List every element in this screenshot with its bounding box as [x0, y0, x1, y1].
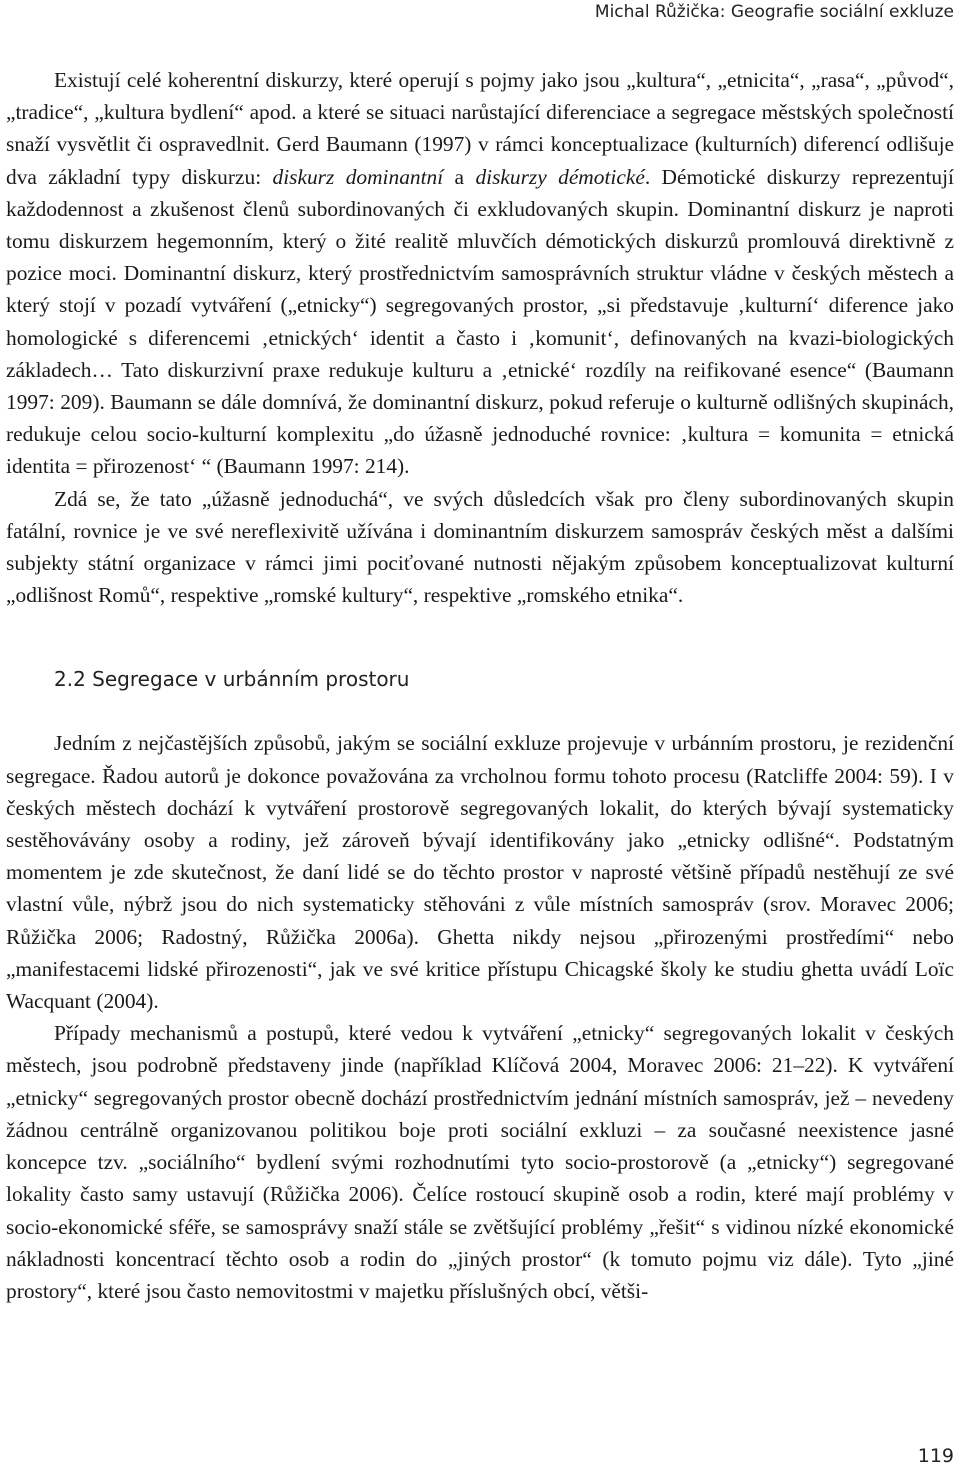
term-dominant-discourse: diskurz dominantní	[272, 164, 444, 189]
paragraph-1-text-b: a	[443, 164, 476, 189]
paragraph-1-text-c: . Démotické diskurzy reprezentují každodennost a zkušenost členů subordinovaných či exkludovaných skupin. Dominantní diskurz je naproti tomu diskurzem hegemonním, který o žité realitě mluvčích démotických diskurzů promlouvá direktivně z pozice moci. Dominantní diskurz, který prostřednictvím samosprávních struktur vládne v českých městech a který stojí v pozadí vytváření („etnicky“) segregovaných prostor, „si představuje ‚kulturní‘ diference jako homologické s diferencemi ‚etnických‘ identit a často i ‚komunit‘, definovaných na kvazi-biologických základech… Tato diskurzivní praxe redukuje kulturu a ‚etnické‘ rozdíly na reifikované esence“ (Baumann 1997: 209). Baumann se dále domnívá, že dominantní diskurz, pokud referuje o kulturně odlišných skupinách, redukuje celou socio-kulturní komplexitu „do úžasně jednoduché rovnice: ‚kultura = komunita = etnická identita = přirozenost‘ “ (Baumann 1997: 214).	[6, 164, 954, 479]
paragraph-1	[6, 64, 954, 483]
paragraph-2: Zdá se, že tato „úžasně jednoduchá“, ve svých důsledcích však pro členy subordinovaných skupin fatální, rovnice je ve své nereflexivitě užívána i dominantním diskurzem samospráv českých měst a dalšími subjekty státní organizace v rámci jimi pociťované nutnosti nějakým způsobem konceptualizovat kulturní „odlišnost Romů“, respektive „romské kultury“, respektive „romského etnika“.	[6, 486, 954, 608]
page-number: 119	[917, 1445, 954, 1467]
section-heading: 2.2 Segregace v urbánním prostoru	[54, 667, 410, 692]
paragraph-3: Jedním z nejčastějších způsobů, jakým se sociální exkluze projevuje v urbánním prostoru, je rezidenční segregace. Řadou autorů je dokonce považována za vrcholnou formu tohoto procesu (Ratcliffe 2004: 59). I v českých městech dochází k vytváření prostorově segregovaných lokalit, do kterých bývají systematicky sestěhovávány osoby a rodiny, jež zároveň bývají identifikovány jako „etnicky odlišné“. Podstatným momentem je zde skutečnost, že daní lidé se do těchto prostor v naprosté většině případů nestěhují ze své vlastní vůle, nýbrž jsou do nich systematicky stěhováni z vůle místních samospráv (srov. Moravec 2006; Růžička 2006; Radostný, Růžička 2006a). Ghetta nikdy nejsou „přirozenými prostředími“ nebo „manifestacemi lidské přirozenosti“, jak ve své kritice přístupu Chicagské školy ke studiu ghetta uvádí Loïc Wacquant (2004).	[6, 731, 954, 1014]
paragraph-1-text-a: Existují celé koherentní diskurzy, které operují s pojmy jako jsou „kultura“, „etnicita“, „rasa“, „původ“, „tradice“, „kultura bydlení“ apod. a které se situaci narůstající diferenciace a segregace městských společností snaží vysvětlit či ospravedlnit. Gerd Baumann (1997) v rámci konceptualizace (kulturních) diferencí odlišuje dva základní typy diskurzu:	[6, 68, 954, 189]
body-text	[6, 64, 954, 1307]
running-header: Michal Růžička: Geografie sociální exkluze	[594, 2, 954, 22]
paragraph-4: Případy mechanismů a postupů, které vedou k vytváření „etnicky“ segregovaných lokalit v českých městech, jsou podrobně představeny jinde (například Klíčová 2004, Moravec 2006: 21–22). K vytváření „etnicky“ segregovaných prostor obecně dochází prostřednictvím jednání místních samospráv, jež – nevedeny žádnou centrálně organizovanou politikou boje proti sociální exkluzi – za současné neexistence jasné koncepce tzv. „sociálního“ bydlení svými rozhodnutími tyto socio-prostorově (a „etnicky“) segregované lokality často samy ustavují (Růžička 2006). Čelíce rostoucí skupině osob a rodin, které mají problémy v socio-ekonomické sféře, se samosprávy snaží stále se zvětšující problémy „řešit“ s vidinou nízké ekonomické nákladnosti koncentrací těchto osob a rodin do „jiných prostor“ (k tomuto pojmu viz dále). Tyto „jiné prostory“, které jsou často nemovitostmi v majetku příslušných obcí, větši-	[6, 1021, 954, 1303]
term-demotic-discourses: diskurzy démotické	[475, 164, 645, 189]
